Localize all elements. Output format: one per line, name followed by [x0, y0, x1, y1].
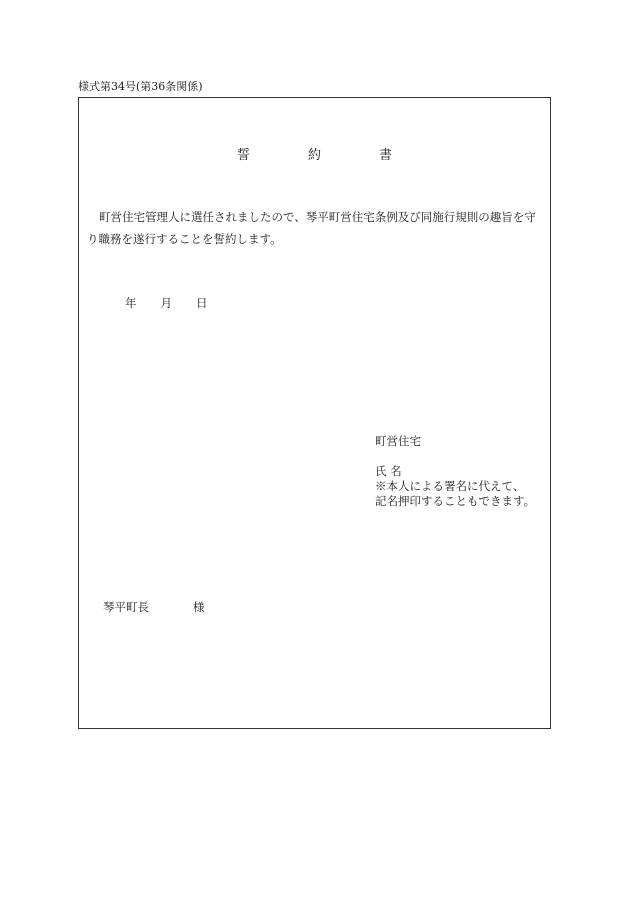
title-char-1: 誓: [236, 148, 250, 163]
date-year-label: 年: [125, 296, 137, 310]
signer-block: [375, 434, 535, 509]
date-line: [125, 296, 208, 310]
signature-note-line-1: ※本人による署名に代えて、: [375, 479, 525, 493]
addressee-honorific: 様: [193, 600, 205, 614]
title-char-3: 書: [379, 148, 393, 163]
signature-note-line-2: 記名押印することもできます。: [375, 494, 536, 508]
name-label-char-1: 氏: [375, 464, 387, 478]
addressee-line: [103, 600, 205, 614]
signer-name-label: [375, 464, 535, 479]
title-char-2: 約: [307, 148, 321, 163]
pledge-body-text: 町営住宅管理人に選任されましたので、琴平町営住宅条例及び同施行規則の趣旨を守り職務を遂行することを誓約します。: [87, 210, 536, 246]
form-number: 様式第34号(第36条関係): [78, 80, 203, 93]
addressee-name: 琴平町長: [103, 600, 149, 614]
date-month-label: 月: [160, 296, 172, 310]
document-title: [79, 148, 550, 164]
pledge-form-frame: [78, 97, 551, 729]
signer-housing-label: 町営住宅: [375, 434, 421, 448]
date-day-label: 日: [196, 296, 208, 310]
name-label-char-2: 名: [390, 464, 402, 478]
